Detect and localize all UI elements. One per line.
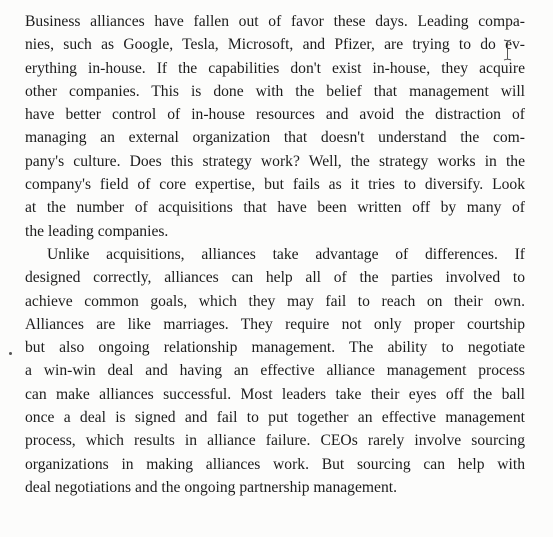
text-line: Unlike acquisitions, alliances take advantage of differences. If [47,245,525,263]
text-line: can make alliances successful. Most leaders take their eyes off the ball [25,385,525,403]
text-line: erything in-house. If the capabilities don't exist in-house, they acquire [25,59,525,77]
text-line: nies, such as Google, Tesla, Microsoft, and Pfizer, are trying to do ev- [25,36,525,54]
text-line: at the number of acquisitions that have been written off by many of [25,199,525,217]
text-line: company's field of core expertise, but fails as it tries to diversify. Look [25,176,525,194]
margin-dot [9,352,12,355]
text-line: but also ongoing relationship management. The ability to negotiate [25,339,525,357]
body-text [25,10,525,499]
text-line: Alliances are like marriages. They require not only proper courtship [25,315,525,333]
text-line: achieve common goals, which they may fail to reach on their own. [25,292,525,310]
text-line: have better control of in-house resources and avoid the distraction of [25,106,525,124]
text-line: other companies. This is done with the belief that management will [25,82,525,100]
text-line: managing an external organization that doesn't understand the com- [25,129,525,147]
text-line: once a deal is signed and fail to put together an effective management [25,409,525,427]
text-line: Business alliances have fallen out of favor these days. Leading compa- [25,13,525,30]
text-line: a win-win deal and having an effective alliance management process [25,362,525,380]
text-cursor-icon [503,39,512,61]
text-line: the leading companies. [25,222,169,240]
paragraph-1 [25,10,525,243]
text-line: organizations in making alliances work. But sourcing can help with [25,455,525,473]
text-line: designed correctly, alliances can help all of the parties involved to [25,269,525,287]
paragraph-2 [25,243,525,499]
text-line: pany's culture. Does this strategy work? Well, the strategy works in the [25,152,525,170]
text-line: deal negotiations and the ongoing partnership management. [25,478,397,496]
text-line: process, which results in alliance failure. CEOs rarely involve sourcing [25,432,525,450]
